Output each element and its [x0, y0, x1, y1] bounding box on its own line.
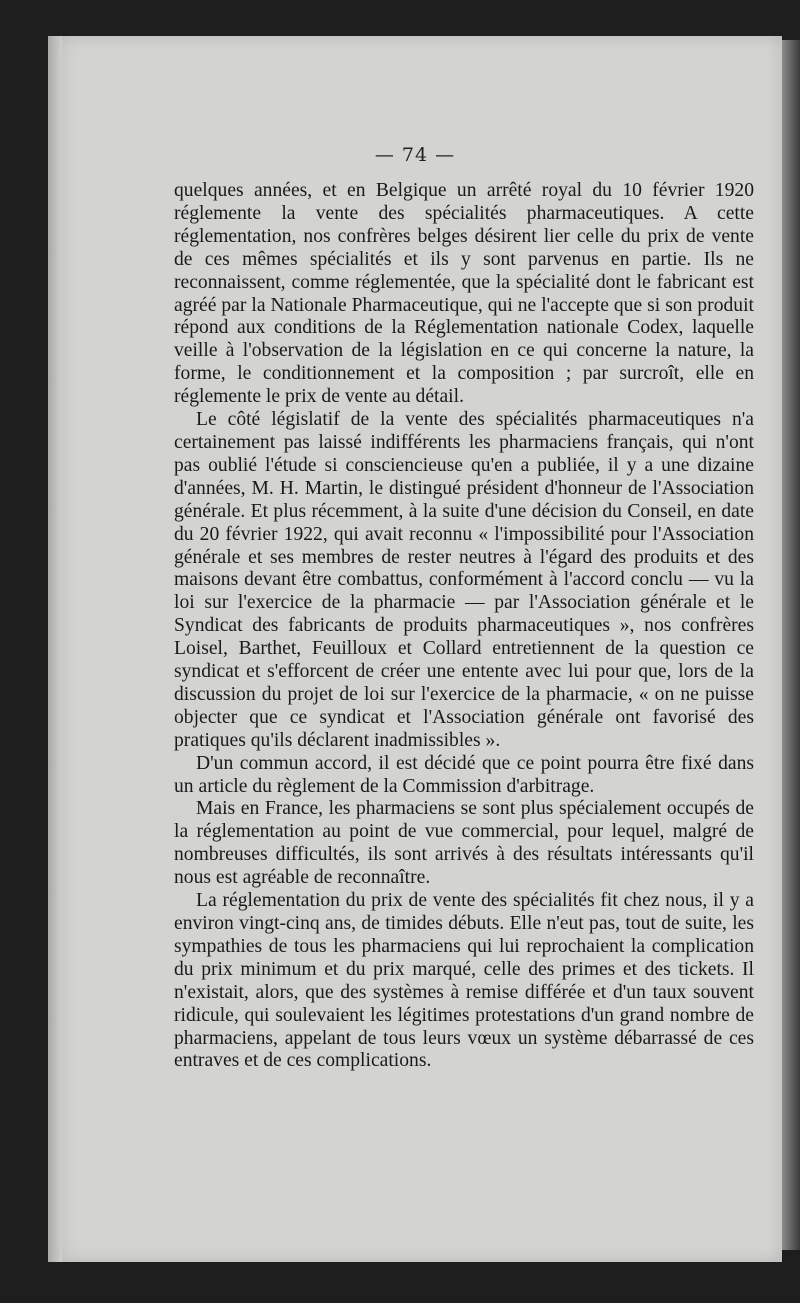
paragraph-5: La réglementation du prix de vente des spécialités fit chez nous, il y a environ vingt-cinq ans, de timides débuts. Elle n'eut pas, tout de suite, les sympathies de tous les pharmaciens qui lui reprochaient la complication du prix minimum et du prix marqué, celle des primes et des tickets. Il n'existait, alors, que des systèmes à remise différée et d'un taux souvent ridicule, qui soulevaient les légitimes protestations d'un grand nombre de pharmaciens, appelant de tous leurs vœux un système débarrassé de ces entraves et de ces complications.	[174, 890, 754, 1072]
paragraph-2: Le côté législatif de la vente des spécialités pharmaceutiques n'a certainement pas laissé indifférents les pharmaciens français, qui n'ont pas oublié l'étude si consciencieuse qu'en a publiée, il y a une dizaine d'années, M. H. Martin, le distingué président d'honneur de l'Association générale. Et plus récemment, à la suite d'une décision du Conseil, en date du 20 février 1922, qui avait reconnu « l'impossibilité pour l'Association générale et ses membres de rester neutres à l'égard des produits et des maisons devant être combattus, conformément à l'accord conclu — vu la loi sur l'exercice de la pharmacie — par l'Association générale et le Syndicat des fabricants de produits pharmaceutiques », nos confrères Loisel, Barthet, Feuilloux et Collard entretiennent de la question ce syndicat et s'efforcent de créer une entente avec lui pour que, lors de la discussion du projet de loi sur l'exercice de la pharmacie, « on ne puisse objecter que ce syndicat et l'Association générale ont favorisé des pratiques qu'ils déclarent inadmissibles ».	[174, 409, 754, 751]
book-page	[48, 36, 782, 1262]
paragraph-4: Mais en France, les pharmaciens se sont plus spécialement occupés de la réglementation au point de vue commercial, pour lequel, malgré de nombreuses difficultés, ils sont arrivés à des résultats intéressants qu'il nous est agréable de reconnaître.	[174, 798, 754, 889]
page-gutter	[48, 36, 62, 1262]
paragraph-3: D'un commun accord, il est décidé que ce point pourra être fixé dans un article du règlement de la Commission d'arbitrage.	[174, 752, 754, 797]
page-edge	[782, 40, 800, 1250]
paragraph-1: quelques années, et en Belgique un arrêté royal du 10 février 1920 réglemente la vente des spécialités pharmaceutiques. A cette réglementation, nos confrères belges désirent lier celle du prix de vente de ces mêmes spécialités et ils y sont parvenus en partie. Ils ne reconnaissent, comme réglementée, que la spécialité dont le fabricant est agréé par la Nationale Pharmaceutique, qui ne l'accepte que si son produit répond aux conditions de la Réglementation nationale Codex, laquelle veille à l'observation de la législation en ce qui concerne la nature, la forme, le conditionnement et la composition ; par surcroît, elle en réglemente le prix de vente au détail.	[174, 180, 754, 408]
body-text	[174, 180, 754, 1073]
page-number: — 74 —	[374, 144, 456, 166]
